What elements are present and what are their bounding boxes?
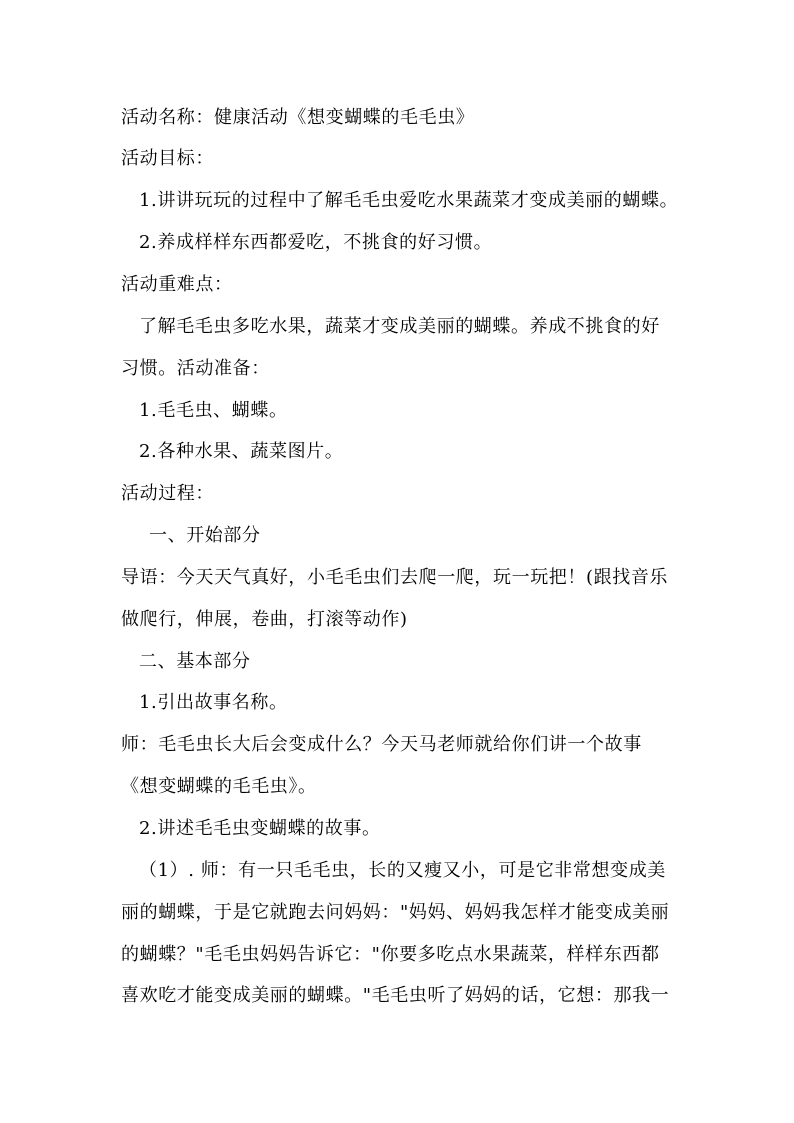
section-basic: 二、基本部分 bbox=[139, 651, 251, 672]
story-text-2: 丽的蝴蝶，于是它就跑去问妈妈："妈妈、妈妈我怎样才能变成美丽 bbox=[121, 902, 670, 923]
teacher-text-2: 《想变蝴蝶的毛毛虫》。 bbox=[121, 776, 317, 797]
story-text-1: （1）. 师：有一只毛毛虫，长的又瘦又小，可是它非常想变成美 bbox=[139, 860, 666, 881]
teacher-text-1: 师：毛毛虫长大后会变成什么？今天马老师就给你们讲一个故事 bbox=[121, 734, 642, 755]
activity-name: 活动名称：健康活动《想变蝴蝶的毛毛虫》 bbox=[121, 107, 475, 128]
step-1: 1.引出故事名称。 bbox=[139, 692, 288, 713]
story-text-4: 喜欢吃才能变成美丽的蝴蝶。"毛毛虫听了妈妈的话，它想：那我一 bbox=[121, 985, 670, 1006]
story-text-3: 的蝴蝶？"毛毛虫妈妈告诉它："你要多吃点水果蔬菜，样样东西都 bbox=[121, 944, 660, 965]
key-points-text-1: 了解毛毛虫多吃水果，蔬菜才变成美丽的蝴蝶。养成不挑食的好 bbox=[139, 316, 660, 337]
key-points-text-2: 习惯。活动准备： bbox=[121, 358, 270, 379]
heading-process: 活动过程： bbox=[121, 483, 214, 504]
prep-item-1: 1.毛毛虫、蝴蝶。 bbox=[139, 400, 288, 421]
intro-text-2: 做爬行，伸展，卷曲，打滚等动作) bbox=[121, 609, 408, 630]
goal-item-2: 2.养成样样东西都爱吃，不挑食的好习惯。 bbox=[139, 232, 493, 253]
intro-text-1: 导语：今天天气真好，小毛毛虫们去爬一爬，玩一玩把！(跟找音乐 bbox=[121, 567, 669, 588]
section-start: 一、开始部分 bbox=[149, 525, 261, 546]
heading-goals: 活动目标： bbox=[121, 148, 214, 169]
step-2: 2.讲述毛毛虫变蝴蝶的故事。 bbox=[139, 818, 381, 839]
prep-item-2: 2.各种水果、蔬菜图片。 bbox=[139, 441, 344, 462]
goal-item-1: 1.讲讲玩玩的过程中了解毛毛虫爱吃水果蔬菜才变成美丽的蝴蝶。 bbox=[139, 190, 679, 211]
heading-key-points: 活动重难点： bbox=[121, 274, 233, 295]
